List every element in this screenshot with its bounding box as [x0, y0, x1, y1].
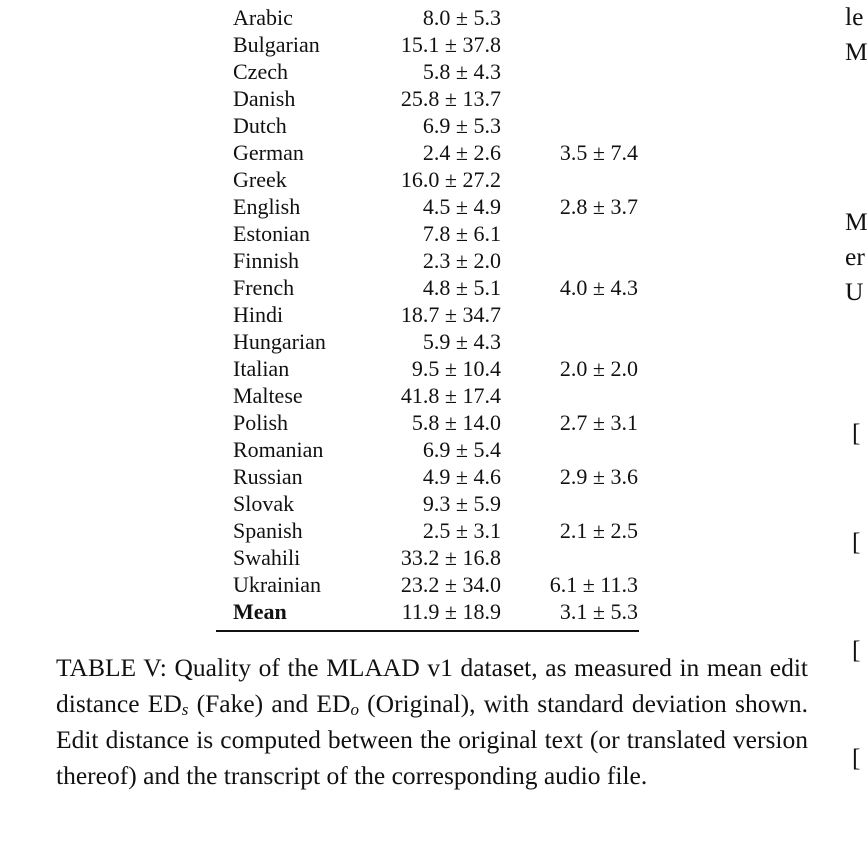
- table-caption: [56, 650, 808, 794]
- language-cell: Italian: [233, 356, 290, 381]
- table-row: [216, 139, 638, 166]
- table-row: [216, 409, 638, 436]
- language-cell: English: [233, 194, 301, 219]
- language-cell: Russian: [233, 464, 303, 489]
- fake-ed-cell: 2.3 ± 2.0: [422, 248, 501, 273]
- caption-text-1: TABLE V: Quality of the MLAAD v1 dataset, as measured in mean edit distance ED: [56, 653, 808, 718]
- table-row: [216, 436, 638, 463]
- original-ed-cell: [501, 544, 638, 571]
- original-ed-cell: [501, 490, 638, 517]
- original-ed-cell: [501, 382, 638, 409]
- table-row: [216, 247, 638, 274]
- adjacent-reference-bracket: [: [852, 418, 861, 447]
- language-cell: Danish: [233, 86, 296, 111]
- original-ed-cell: 2.0 ± 2.0: [559, 356, 638, 381]
- table-row: [216, 382, 638, 409]
- language-cell: Polish: [233, 410, 289, 435]
- original-ed-cell: 3.5 ± 7.4: [559, 140, 638, 165]
- adjacent-reference-bracket: [: [852, 527, 861, 556]
- original-ed-cell: 2.8 ± 3.7: [559, 194, 638, 219]
- original-ed-cell: [501, 328, 638, 355]
- caption-text-3: (Original), with standard deviation shown. Edit distance is computed between the original text (or translated version thereof) and the transcript of the corresponding audio file.: [56, 689, 808, 790]
- fake-ed-cell: 11.9 ± 18.9: [401, 599, 501, 624]
- table-bottom-rule: [216, 630, 639, 632]
- table-row: [216, 4, 638, 31]
- language-cell: Romanian: [233, 437, 324, 462]
- language-cell: Czech: [233, 59, 288, 84]
- fake-ed-cell: 16.0 ± 27.2: [400, 167, 501, 192]
- caption-text-2: (Fake) and ED: [188, 689, 351, 718]
- fake-ed-cell: 25.8 ± 13.7: [400, 86, 501, 111]
- language-cell: Greek: [233, 167, 287, 192]
- adjacent-column-fragment: M: [845, 207, 868, 236]
- adjacent-reference-bracket: [: [852, 635, 861, 664]
- original-ed-cell: [501, 58, 638, 85]
- language-cell: Mean: [233, 599, 287, 624]
- fake-ed-cell: 41.8 ± 17.4: [400, 383, 501, 408]
- table-row: [216, 220, 638, 247]
- adjacent-column-fragment: er: [845, 242, 865, 271]
- original-ed-cell: [501, 220, 638, 247]
- table-row: [216, 166, 638, 193]
- fake-ed-cell: 8.0 ± 5.3: [422, 5, 501, 30]
- table-row: [216, 112, 638, 139]
- language-cell: French: [233, 275, 295, 300]
- original-ed-cell: 3.1 ± 5.3: [559, 599, 638, 624]
- table-row: [216, 490, 638, 517]
- original-ed-cell: [501, 31, 638, 58]
- fake-ed-cell: 5.8 ± 4.3: [422, 59, 501, 84]
- fake-ed-cell: 2.4 ± 2.6: [422, 140, 501, 165]
- adjacent-column-fragment: U: [845, 277, 864, 306]
- fake-ed-cell: 7.8 ± 6.1: [422, 221, 501, 246]
- language-cell: German: [233, 140, 304, 165]
- original-ed-cell: [501, 247, 638, 274]
- original-ed-cell: [501, 436, 638, 463]
- fake-ed-cell: 18.7 ± 34.7: [400, 302, 501, 327]
- original-ed-cell: 4.0 ± 4.3: [559, 275, 638, 300]
- table-row: [216, 301, 638, 328]
- language-cell: Arabic: [233, 5, 293, 30]
- original-ed-cell: [501, 301, 638, 328]
- original-ed-cell: [501, 4, 638, 31]
- table-body: [216, 4, 638, 625]
- language-cell: Hungarian: [233, 329, 326, 354]
- adjacent-reference-bracket: [: [852, 743, 861, 772]
- adjacent-column-fragment: le: [845, 2, 864, 31]
- table-row: [216, 58, 638, 85]
- original-ed-cell: [501, 112, 638, 139]
- fake-ed-cell: 6.9 ± 5.4: [422, 437, 501, 462]
- language-cell: Maltese: [233, 383, 303, 408]
- fake-ed-cell: 5.8 ± 14.0: [411, 410, 501, 435]
- table-row: [216, 517, 638, 544]
- table-row: [216, 85, 638, 112]
- fake-ed-cell: 4.8 ± 5.1: [422, 275, 501, 300]
- language-cell: Ukrainian: [233, 572, 321, 597]
- adjacent-column-fragment: M: [845, 37, 868, 66]
- language-cell: Hindi: [233, 302, 284, 327]
- table-row: [216, 193, 638, 220]
- original-ed-cell: 2.9 ± 3.6: [559, 464, 638, 489]
- language-cell: Bulgarian: [233, 32, 320, 57]
- fake-ed-cell: 6.9 ± 5.3: [422, 113, 501, 138]
- table-row: [216, 355, 638, 382]
- fake-ed-cell: 5.9 ± 4.3: [422, 329, 501, 354]
- fake-ed-cell: 9.5 ± 10.4: [411, 356, 501, 381]
- table-row: [216, 31, 638, 58]
- caption-subscript-o: o: [350, 700, 359, 719]
- fake-ed-cell: 33.2 ± 16.8: [400, 545, 501, 570]
- caption-subscript-s: s: [181, 700, 189, 719]
- edit-distance-table: [216, 4, 638, 625]
- fake-ed-cell: 23.2 ± 34.0: [400, 572, 501, 597]
- original-ed-cell: 2.1 ± 2.5: [559, 518, 638, 543]
- table-row: [216, 463, 638, 490]
- language-cell: Dutch: [233, 113, 287, 138]
- original-ed-cell: [501, 166, 638, 193]
- results-table-container: [216, 4, 639, 625]
- fake-ed-cell: 9.3 ± 5.9: [422, 491, 501, 516]
- fake-ed-cell: 4.5 ± 4.9: [422, 194, 501, 219]
- table-mean-row: [216, 598, 638, 625]
- table-row: [216, 544, 638, 571]
- fake-ed-cell: 15.1 ± 37.8: [400, 32, 501, 57]
- table-row: [216, 571, 638, 598]
- original-ed-cell: [501, 85, 638, 112]
- fake-ed-cell: 4.9 ± 4.6: [422, 464, 501, 489]
- language-cell: Estonian: [233, 221, 310, 246]
- original-ed-cell: 2.7 ± 3.1: [559, 410, 638, 435]
- language-cell: Finnish: [233, 248, 300, 273]
- language-cell: Spanish: [233, 518, 303, 543]
- original-ed-cell: 6.1 ± 11.3: [549, 572, 638, 597]
- fake-ed-cell: 2.5 ± 3.1: [422, 518, 501, 543]
- table-row: [216, 328, 638, 355]
- language-cell: Slovak: [233, 491, 295, 516]
- language-cell: Swahili: [233, 545, 301, 570]
- table-row: [216, 274, 638, 301]
